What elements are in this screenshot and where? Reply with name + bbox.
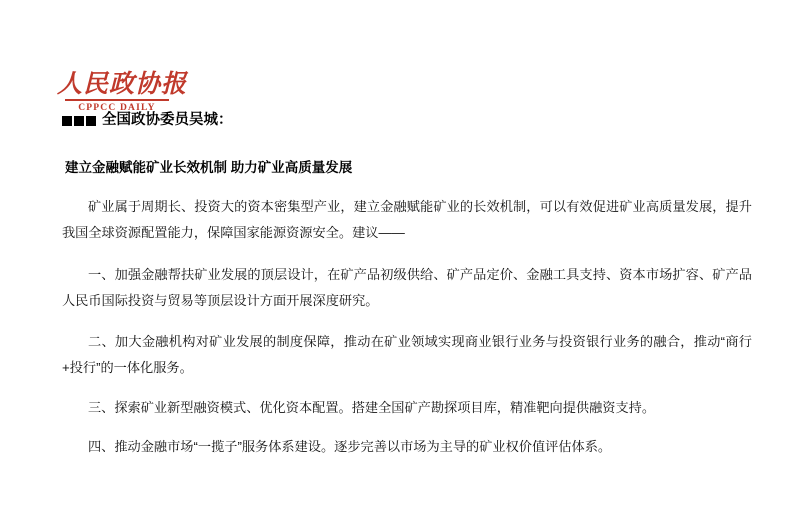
article-paragraph: 二、加大金融机构对矿业发展的制度保障，推动在矿业领域实现商业银行业务与投资银行业务的融合，推动“商行+投行”的一体化服务。 [62,334,752,376]
article-paragraph: 四、推动金融市场“一揽子”服务体系建设。逐步完善以市场为主导的矿业权价值评估体系。 [88,439,612,455]
article-body [62,110,752,473]
masthead-divider [65,99,169,101]
article-paragraph: 一、加强金融帮扶矿业发展的顶层设计，在矿产品初级供给、矿产品定价、金融工具支持、资本市场扩容、矿产品人民币国际投资与贸易等顶层设计方面开展深度研究。 [62,266,752,308]
article-paragraph: 矿业属于周期长、投资大的资本密集型产业，建立金融赋能矿业的长效机制，可以有效促进矿业高质量发展，提升我国全球资源配置能力，保障国家能源资源安全。建议—— [62,199,752,241]
masthead-chinese-name: 人民政协报 [57,71,188,98]
article-byline [62,110,752,132]
square-bullets-icon [62,116,96,126]
article-paragraph: 三、探索矿业新型融资模式、优化资本配置。搭建全国矿产勘探项目库，精准靶向提供融资支持。 [88,399,656,415]
byline-text: 全国政协委员吴城： [102,112,233,128]
article-subhead: 建立金融赋能矿业长效机制 助力矿业高质量发展 [65,159,353,175]
newspaper-masthead [57,71,188,113]
masthead-english-name: CPPCC DAILY [78,102,156,113]
